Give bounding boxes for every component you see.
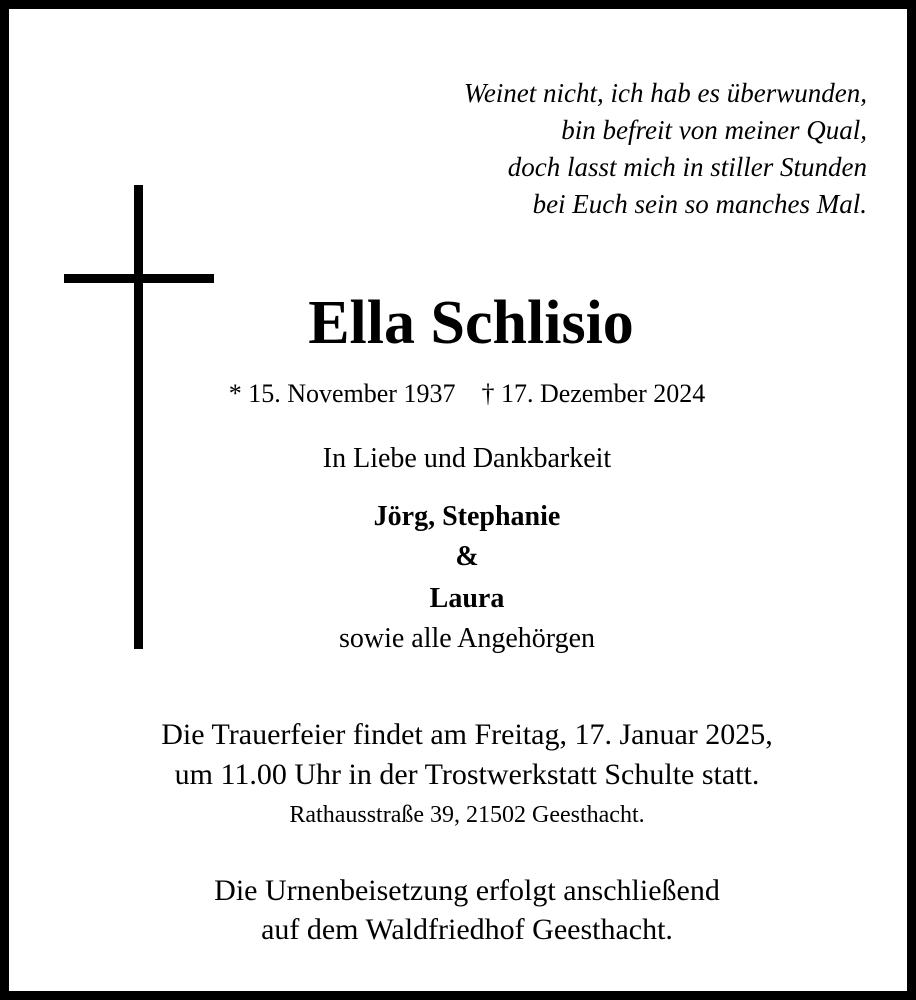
mourner-names: Laura [429,583,505,614]
ceremony-address: Rathausstraße 39, 21502 Geesthacht. [289,802,645,828]
ceremony-text: Die Trauerfeier findet am Freitag, 17. Januar 2025, [161,718,773,751]
poem-line: bei Euch sein so manches Mal. [532,189,867,219]
cross-vertical-bar [134,185,143,649]
cross-horizontal-bar [64,274,214,283]
burial-text: Die Urnenbeisetzung erfolgt anschließend [214,874,720,907]
poem [307,75,867,223]
death-date: † 17. Dezember 2024 [481,379,706,408]
thanks-line: In Liebe und Dankbarkeit [322,443,612,474]
poem-line: Weinet nicht, ich hab es überwunden, [463,78,867,108]
deceased-name: Ella Schlisio [308,289,634,357]
poem-line: bin befreit von meiner Qual, [561,115,867,145]
life-dates [9,377,916,411]
burial-text: auf dem Waldfriedhof Geesthacht. [261,913,673,946]
poem-line: doch lasst mich in stiller Stunden [507,152,867,182]
ceremony-text: um 11.00 Uhr in der Trostwerkstatt Schulte statt. [174,758,760,791]
mourner-ampersand: & [455,541,479,572]
relatives-line: sowie alle Angehörgen [338,623,596,654]
mourner-names: Jörg, Stephanie [373,501,561,532]
birth-date: * 15. November 1937 [228,379,456,408]
